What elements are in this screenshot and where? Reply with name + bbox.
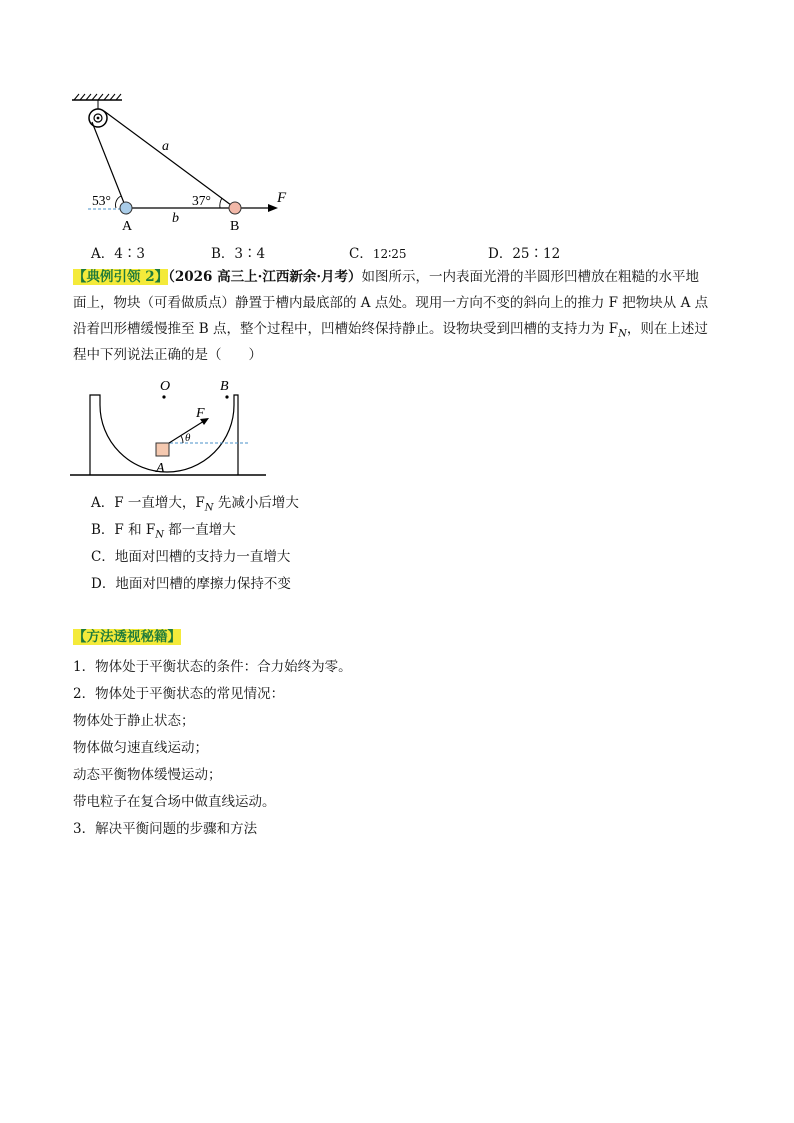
method-line-6: 带电粒子在复合场中做直线运动。 [73, 794, 276, 810]
q2-option-a: A．F 一直增大，$F_N$ 先减小后增大 [91, 495, 299, 514]
example-source: （2026 高三上·江西新余·月考） [168, 269, 362, 285]
method-line-5: 动态平衡物体缓慢运动； [73, 767, 222, 783]
q1-option-b: B．3∶4 [211, 246, 266, 262]
method-line-1: 1．物体处于平衡状态的条件：合力始终为零。 [73, 659, 352, 675]
example2-line-2: 面上，物块（可看做质点）静置于槽内最底部的 A 点处。现用一方向不变的斜向上的推力 F 把物块从 A 点 [73, 295, 709, 311]
ball-B [229, 202, 241, 214]
label-a: a [162, 139, 169, 154]
q2-option-d: D．地面对凹槽的摩擦力保持不变 [91, 576, 291, 592]
example2-line-3: 沿着凹形槽缓慢推至 B 点，整个过程中，凹槽始终保持静止。设物块受到凹槽的支持力为 $F_N$，则在上述过 [73, 321, 708, 340]
label-F: F [277, 190, 287, 206]
angle-53: 53° [92, 193, 111, 208]
q1-option-d: D．25∶12 [488, 246, 561, 262]
center-O [162, 395, 165, 398]
point-B [225, 395, 228, 398]
example2-line-1: 【典例引领 2】（2026 高三上·江西新余·月考）如图所示，一内表面光滑的半圆形凹槽放在粗糙的水平地 [73, 269, 700, 285]
ball-A [120, 202, 132, 214]
label-theta: θ [185, 432, 191, 444]
q1-option-a: A．4∶3 [91, 246, 145, 262]
label-A: A [122, 219, 133, 232]
method-line-7: 3．解决平衡问题的步骤和方法 [73, 821, 258, 837]
method-line-3: 物体处于静止状态； [73, 713, 195, 729]
label-A: A [156, 461, 165, 476]
q1-option-c: C．12∶25 [349, 246, 407, 262]
q2-option-c: C．地面对凹槽的支持力一直增大 [91, 549, 291, 565]
figure-groove [70, 375, 270, 485]
method-line-2: 2．物体处于平衡状态的常见情况： [73, 686, 285, 702]
block [156, 443, 169, 456]
label-b: b [172, 211, 179, 226]
q2-option-b: B．F 和 $F_N$ 都一直增大 [91, 522, 236, 541]
example2-line-4: 程中下列说法正确的是（ ） [73, 347, 262, 363]
figure-pulley-rope [60, 92, 300, 232]
method-line-4: 物体做匀速直线运动； [73, 740, 208, 756]
rope-a [104, 111, 235, 208]
label-F: F [196, 406, 205, 421]
example-tag: 【典例引领 2】 [73, 269, 169, 285]
label-O: O [160, 379, 171, 394]
label-B: B [230, 219, 240, 232]
method-heading: 【方法透视秘籍】 [73, 629, 181, 645]
angle-37: 37° [192, 193, 211, 208]
label-B: B [220, 379, 229, 394]
